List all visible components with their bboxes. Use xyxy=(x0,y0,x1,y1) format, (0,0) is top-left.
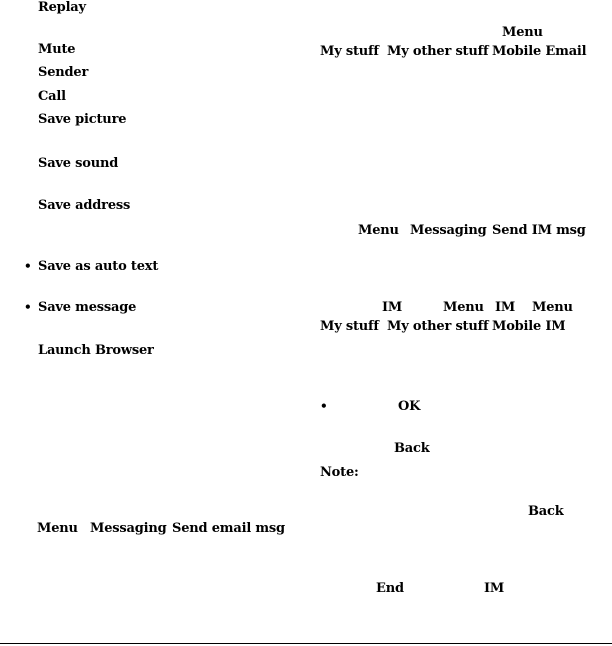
bullet-icon: • xyxy=(24,300,32,314)
note-label: Note: xyxy=(320,465,359,480)
item-call: Call xyxy=(38,89,66,104)
menu-label: Menu xyxy=(502,25,543,40)
path-send-email: Send email msg xyxy=(172,521,285,536)
item-mute: Mute xyxy=(38,42,76,57)
menu-label: Menu xyxy=(532,300,573,315)
item-save-address: Save address xyxy=(38,198,131,213)
path-menu: Menu xyxy=(37,521,78,536)
back-label: Back xyxy=(528,504,564,519)
path-my-other-stuff: My other stuff xyxy=(387,44,489,59)
im-label: IM xyxy=(495,300,516,315)
item-launch-browser: Launch Browser xyxy=(38,343,154,358)
path-my-other-stuff: My other stuff xyxy=(387,319,489,334)
back-label: Back xyxy=(394,441,430,456)
item-save-picture: Save picture xyxy=(38,112,127,127)
bullet-icon: • xyxy=(24,259,32,273)
bullet-icon: • xyxy=(320,399,328,413)
path-mobile-email: Mobile Email xyxy=(492,44,587,59)
footer-rule xyxy=(0,643,612,644)
im-label: IM xyxy=(484,581,505,596)
menu-label: Menu xyxy=(443,300,484,315)
path-messaging: Messaging xyxy=(410,223,487,238)
path-my-stuff: My stuff xyxy=(320,44,379,59)
item-save-auto-text: Save as auto text xyxy=(38,259,159,274)
path-send-im: Send IM msg xyxy=(492,223,586,238)
item-save-message: Save message xyxy=(38,300,137,315)
path-mobile-im: Mobile IM xyxy=(492,319,566,334)
path-menu: Menu xyxy=(358,223,399,238)
item-save-sound: Save sound xyxy=(38,156,119,171)
im-label: IM xyxy=(382,300,403,315)
end-label: End xyxy=(376,581,404,596)
item-replay: Replay xyxy=(38,0,86,15)
ok-label: OK xyxy=(398,399,421,414)
path-messaging: Messaging xyxy=(90,521,167,536)
path-my-stuff: My stuff xyxy=(320,319,379,334)
item-sender: Sender xyxy=(38,65,89,80)
